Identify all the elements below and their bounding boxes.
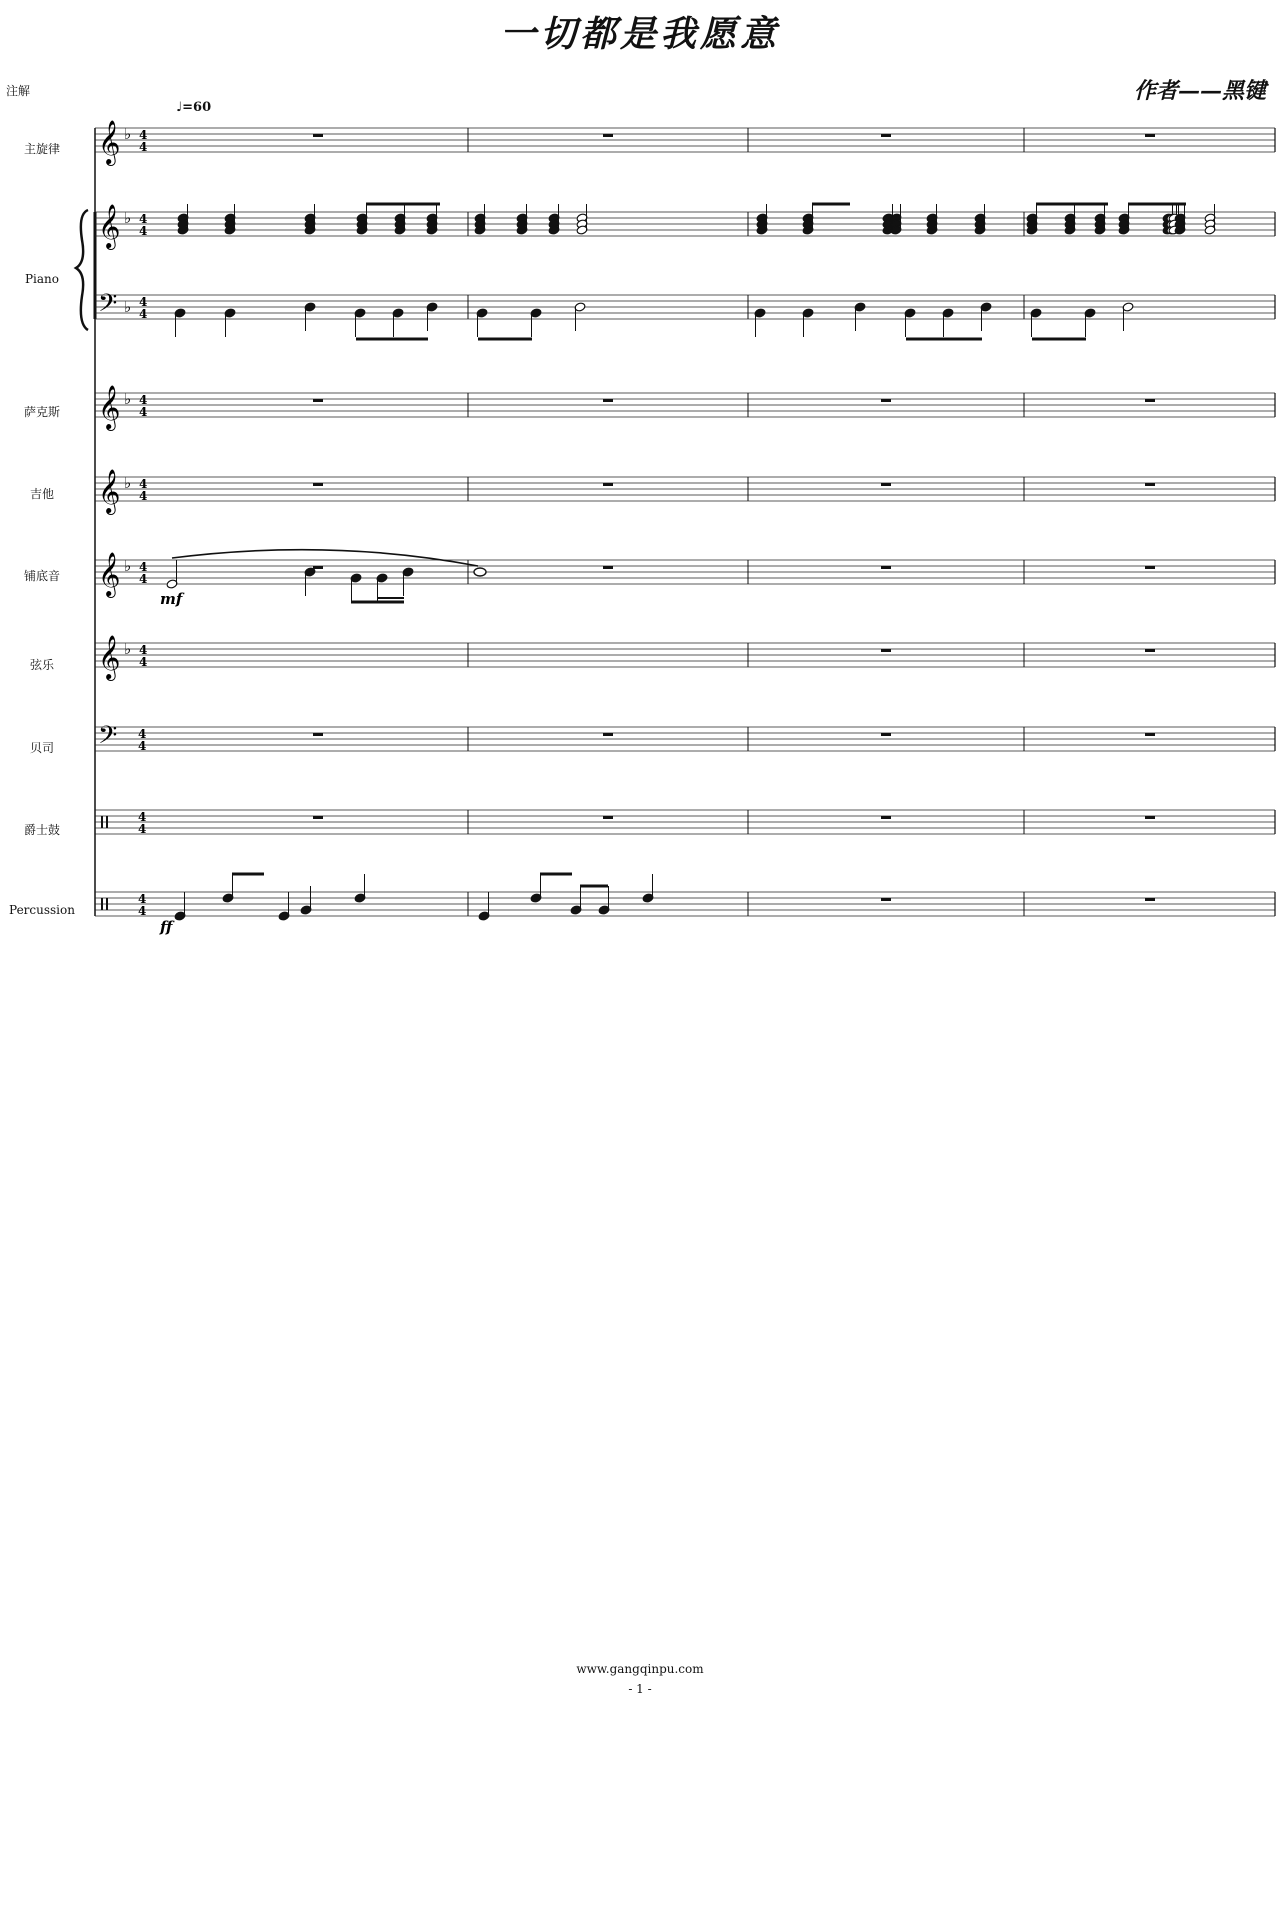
whole-rest bbox=[313, 134, 323, 137]
whole-rest bbox=[603, 483, 613, 486]
whole-rest bbox=[603, 566, 613, 569]
time-signature: 4 bbox=[139, 643, 148, 657]
treble-clef-icon: 𝄞 bbox=[98, 469, 121, 513]
percussion-clef-icon bbox=[106, 898, 108, 910]
whole-rest bbox=[1145, 134, 1155, 137]
whole-rest bbox=[1145, 399, 1155, 402]
whole-rest bbox=[313, 483, 323, 486]
whole-rest bbox=[313, 399, 323, 402]
page-title: 一切都是我愿意 bbox=[499, 13, 780, 55]
percussion-clef-icon bbox=[101, 898, 103, 910]
footer-url: www.gangqinpu.com bbox=[576, 1662, 704, 1676]
whole-rest bbox=[1145, 898, 1155, 901]
treble-clef-icon: 𝄞 bbox=[98, 552, 121, 596]
instrument-label-pad: 铺底音 bbox=[23, 569, 60, 583]
whole-rest bbox=[881, 483, 891, 486]
whole-rest bbox=[1145, 816, 1155, 819]
time-signature: 4 bbox=[139, 212, 148, 226]
whole-rest bbox=[1145, 566, 1155, 569]
time-signature: 4 bbox=[139, 224, 148, 238]
time-signature: 4 bbox=[139, 393, 148, 407]
staves bbox=[76, 120, 1275, 918]
slur bbox=[172, 550, 478, 566]
time-signature: 4 bbox=[139, 405, 148, 419]
annotation-label: 注解 bbox=[6, 84, 31, 98]
flat-icon: ♭ bbox=[124, 640, 132, 658]
time-signature: 4 bbox=[139, 655, 148, 669]
treble-clef-icon: 𝄞 bbox=[98, 204, 121, 248]
flat-icon: ♭ bbox=[124, 474, 132, 492]
instrument-label-sax: 萨克斯 bbox=[23, 405, 60, 419]
time-signature: 4 bbox=[138, 904, 147, 918]
flat-icon: ♭ bbox=[124, 557, 132, 575]
treble-clef-icon: 𝄞 bbox=[98, 385, 121, 429]
piano-brace bbox=[76, 210, 88, 330]
instrument-label-piano: Piano bbox=[24, 272, 60, 286]
time-signature: 4 bbox=[139, 307, 148, 321]
whole-rest bbox=[313, 566, 323, 569]
instrument-label-strings: 弦乐 bbox=[29, 658, 54, 672]
whole-rest bbox=[881, 134, 891, 137]
strings-whole-note bbox=[474, 568, 486, 576]
time-signature: 4 bbox=[138, 727, 147, 741]
time-signature: 4 bbox=[138, 739, 147, 753]
treble-clef-icon: 𝄞 bbox=[98, 635, 121, 679]
dynamic-mf: mf bbox=[160, 590, 183, 608]
whole-rest bbox=[1145, 649, 1155, 652]
flat-icon: ♭ bbox=[124, 209, 132, 227]
percussion-clef-icon bbox=[106, 816, 108, 828]
percussion-clef-icon bbox=[101, 816, 103, 828]
whole-rest bbox=[603, 816, 613, 819]
whole-rest bbox=[881, 816, 891, 819]
instrument-label-guitar: 吉他 bbox=[29, 487, 54, 501]
instrument-label-bass: 贝司 bbox=[29, 741, 54, 755]
flat-icon: ♭ bbox=[124, 125, 132, 143]
whole-rest bbox=[881, 733, 891, 736]
whole-rest bbox=[1145, 483, 1155, 486]
composer-credit: 作者——黑键 bbox=[1133, 78, 1266, 104]
time-signature: 4 bbox=[139, 295, 148, 309]
flat-icon: ♭ bbox=[124, 390, 132, 408]
time-signature: 4 bbox=[139, 128, 148, 142]
whole-rest bbox=[603, 399, 613, 402]
instrument-label-lead: 主旋律 bbox=[23, 142, 60, 156]
time-signature: 4 bbox=[139, 477, 148, 491]
whole-rest bbox=[881, 898, 891, 901]
treble-clef-icon: 𝄞 bbox=[98, 120, 121, 164]
instrument-label-percussion: Percussion bbox=[9, 903, 75, 917]
flat-icon: ♭ bbox=[124, 298, 132, 316]
time-signature: 4 bbox=[139, 572, 148, 586]
whole-rest bbox=[881, 399, 891, 402]
tempo-marking: ♩=60 bbox=[176, 100, 212, 115]
time-signature: 4 bbox=[139, 560, 148, 574]
time-signature: 4 bbox=[138, 822, 147, 836]
bass-clef-icon: 𝄢 bbox=[98, 289, 118, 324]
whole-rest bbox=[881, 649, 891, 652]
time-signature: 4 bbox=[139, 489, 148, 503]
time-signature: 4 bbox=[138, 892, 147, 906]
whole-rest bbox=[881, 566, 891, 569]
time-signature: 4 bbox=[138, 810, 147, 824]
whole-rest bbox=[603, 733, 613, 736]
bass-clef-icon: 𝄢 bbox=[98, 721, 118, 756]
whole-rest bbox=[1145, 733, 1155, 736]
whole-rest bbox=[313, 816, 323, 819]
footer-page-number: - 1 - bbox=[628, 1682, 652, 1696]
whole-rest bbox=[313, 733, 323, 736]
instrument-label-jazzdrum: 爵士鼓 bbox=[23, 823, 60, 837]
time-signature: 4 bbox=[139, 140, 148, 154]
dynamic-ff: ff bbox=[160, 918, 173, 936]
whole-rest bbox=[603, 134, 613, 137]
